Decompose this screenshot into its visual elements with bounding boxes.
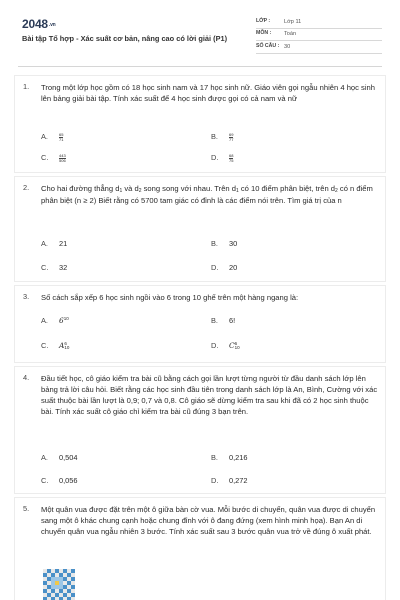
chessboard-square [71, 577, 75, 581]
meta-row-class [256, 16, 382, 29]
text-segment: có 10 điểm phân biệt, trên d [238, 184, 336, 193]
superscript: 6 [64, 340, 67, 346]
chessboard-square [51, 589, 55, 593]
chessboard-square [51, 585, 55, 589]
header-divider [18, 66, 382, 67]
chessboard-square [71, 569, 75, 573]
option-c[interactable] [41, 341, 69, 352]
question-text: Trong một lớp học gồm có 18 học sinh nam và 17 học sinh nữ. Giáo viên gọi ngẫu nhiên 4 học sinh lên bảng giải bài tập. Tính xác suất để 4 học sinh được gọi có cả nam và nữ [41, 83, 375, 103]
chessboard-square [55, 589, 59, 593]
option-c[interactable] [41, 476, 78, 487]
question-number: 2. [23, 183, 30, 192]
question-text: Số cách sắp xếp 6 học sinh ngồi vào 6 trong 10 ghế trên một hàng ngang là: [41, 293, 299, 302]
chessboard-square [51, 593, 55, 597]
chessboard-square [59, 585, 63, 589]
question-text [41, 183, 381, 206]
question-card-4 [14, 366, 386, 494]
logo-suffix: .vn [48, 22, 56, 28]
chessboard-square [47, 573, 51, 577]
option-a[interactable] [41, 453, 78, 464]
chessboard-square [55, 573, 59, 577]
chessboard-square [55, 593, 59, 597]
option-label: A. [41, 132, 48, 141]
option-value: A [59, 341, 65, 350]
chessboard-square [47, 589, 51, 593]
option-value: 32 [59, 263, 68, 272]
question-text: Một quân vua được đặt trên một ô giữa bàn cờ vua. Mỗi bước di chuyển, quân vua được di chuyển sang một ô khác chung cạnh hoặc chung đỉnh với ô đang đứng (xem hình minh họa). Bạn An di chuyển quân vua ngẫu nhiên 3 bước. Tính xác suất sau 3 bước quân vua trở về đúng ô xuất phát. [41, 505, 376, 536]
chessboard-square [55, 581, 59, 585]
fraction [229, 133, 233, 142]
question-card-3 [14, 285, 386, 363]
option-value: 6 [59, 316, 64, 325]
option-value: 0,056 [59, 476, 78, 485]
chessboard-square [43, 573, 47, 577]
option-label: D. [211, 341, 219, 350]
chessboard-square [67, 585, 71, 589]
chessboard-square [47, 577, 51, 581]
question-card-2 [14, 176, 386, 282]
meta-value: Lớp 11 [284, 18, 302, 25]
chessboard-square [59, 589, 63, 593]
option-label: B. [211, 239, 218, 248]
meta-label: SỐ CÂU : [256, 42, 280, 49]
question-text: Đầu tiết học, cô giáo kiểm tra bài cũ bằng cách gọi lần lượt từng người từ đầu danh sách lớp lên bảng trả lời câu hỏi. Biết rằng các học sinh đầu tiên trong danh sách lớp là An, Bình, Cường với xác suất thuộc bài lần lượt là 0,9; 0,7 và 0,8. Cô giáo sẽ dừng kiểm tra sau khi đã có 2 học sinh thuộc bài. Tính xác suất cô giáo chỉ kiểm tra bài cũ đúng 3 bạn trên. [41, 374, 378, 416]
page-title: Bài tập Tổ hợp - Xác suất cơ bản, nâng cao có lời giải (P1) [22, 34, 228, 43]
option-label: B. [211, 132, 218, 141]
chessboard-square [71, 593, 75, 597]
chessboard-square [63, 593, 67, 597]
chessboard-square [47, 581, 51, 585]
chessboard-square [59, 593, 63, 597]
chessboard-square [47, 585, 51, 589]
chessboard-square [71, 581, 75, 585]
option-value: 0,216 [229, 453, 248, 462]
superscript: 10 [63, 316, 69, 321]
denominator: 75 [229, 157, 234, 163]
question-number: 3. [23, 292, 30, 301]
logo-text: 2048 [22, 17, 48, 31]
numerator: 68 [229, 152, 234, 158]
chessboard-square [67, 573, 71, 577]
option-value: 20 [229, 263, 238, 272]
option-d[interactable] [211, 263, 237, 274]
text-segment: có n điểm phân biệt (n ≥ 2) Biết rằng có 5700 tam giác có đỉnh là các điểm nói trên. Tìm giá trị của n [41, 184, 373, 206]
chessboard-square [63, 569, 67, 573]
chessboard-square [51, 581, 55, 585]
chessboard-square [67, 569, 71, 573]
chessboard-square [47, 569, 51, 573]
text-segment: và d [122, 184, 139, 193]
meta-value: 30 [284, 43, 291, 50]
subscript: 10 [64, 345, 70, 351]
option-value: 6! [229, 316, 236, 325]
option-label: C. [41, 341, 49, 350]
chessboard-square [51, 577, 55, 581]
option-d[interactable] [211, 341, 240, 352]
chessboard-square [43, 589, 47, 593]
chessboard-square [59, 581, 63, 585]
chessboard-square [55, 585, 59, 589]
chessboard-square [71, 573, 75, 577]
chessboard-square [63, 585, 67, 589]
chessboard-square [43, 581, 47, 585]
chessboard-square [67, 577, 71, 581]
option-label: A. [41, 239, 48, 248]
chessboard-square [47, 593, 51, 597]
option-value: 0,504 [59, 453, 78, 462]
numerator: 69 [229, 131, 234, 137]
option-value: 30 [229, 239, 238, 248]
superscript: 6 [234, 340, 238, 346]
option-value: C [229, 341, 235, 350]
chessboard-grid [43, 569, 75, 600]
option-label: A. [41, 316, 48, 325]
chessboard-square [59, 569, 63, 573]
chessboard-square [63, 581, 67, 585]
option-label: B. [211, 316, 218, 325]
chessboard-square [51, 573, 55, 577]
chessboard-square [67, 581, 71, 585]
question-number: 5. [23, 504, 30, 513]
option-b[interactable] [211, 239, 237, 250]
option-d[interactable] [211, 153, 233, 164]
numerator: 65 [59, 131, 64, 137]
meta-table [256, 16, 382, 54]
meta-row-subject [256, 29, 382, 42]
chessboard-square [43, 585, 47, 589]
numerator: 443 [59, 152, 66, 158]
question-card-1 [14, 75, 386, 173]
subscript: 10 [234, 345, 240, 351]
option-c[interactable] [41, 263, 67, 274]
option-label: C. [41, 476, 49, 485]
subscript: 2 [335, 188, 338, 194]
chessboard-image [42, 568, 76, 600]
chessboard-square [63, 589, 67, 593]
site-logo[interactable] [22, 16, 56, 33]
option-value: 21 [59, 239, 68, 248]
option-label: D. [211, 153, 219, 162]
option-value: 0,272 [229, 476, 248, 485]
fraction [229, 154, 233, 163]
chessboard-square [59, 573, 63, 577]
chessboard-square [71, 589, 75, 593]
text-segment: Cho hai đường thẳng d [41, 184, 120, 193]
option-label: D. [211, 263, 219, 272]
subscript: 1 [119, 188, 123, 194]
chessboard-square [43, 577, 47, 581]
script-stack [64, 342, 69, 351]
chessboard-square [43, 593, 47, 597]
option-a[interactable] [41, 316, 69, 327]
chessboard-square [43, 569, 47, 573]
text-segment: song song với nhau. Trên d [141, 184, 236, 193]
meta-label: LỚP : [256, 17, 271, 24]
chessboard-square [63, 573, 67, 577]
chessboard-square [55, 569, 59, 573]
option-c[interactable] [41, 153, 66, 164]
meta-row-count [256, 41, 382, 54]
question-number: 1. [23, 82, 30, 91]
chessboard-square [63, 577, 67, 581]
fraction [59, 154, 66, 163]
option-label: C. [41, 263, 49, 272]
chessboard-square [51, 569, 55, 573]
option-a[interactable] [41, 132, 63, 143]
meta-label: MÔN : [256, 30, 272, 37]
option-b[interactable] [211, 316, 235, 327]
denominator: 506 [59, 157, 66, 163]
chessboard-square [71, 585, 75, 589]
chessboard-square [59, 577, 63, 581]
option-d[interactable] [211, 476, 248, 487]
meta-value: Toán [284, 31, 297, 38]
question-number: 4. [23, 373, 30, 382]
option-label: C. [41, 153, 49, 162]
option-a[interactable] [41, 239, 67, 250]
option-b[interactable] [211, 132, 233, 143]
option-label: D. [211, 476, 219, 485]
denominator: 77 [229, 136, 234, 142]
option-b[interactable] [211, 453, 248, 464]
subscript: 1 [235, 188, 239, 194]
subscript: 2 [138, 188, 142, 194]
chessboard-square [67, 593, 71, 597]
script-stack [235, 342, 240, 351]
document-header [18, 12, 388, 62]
option-label: A. [41, 453, 48, 462]
chessboard-square [55, 577, 59, 581]
option-label: B. [211, 453, 218, 462]
fraction [59, 133, 63, 142]
denominator: 71 [59, 136, 64, 142]
chessboard-square [67, 589, 71, 593]
